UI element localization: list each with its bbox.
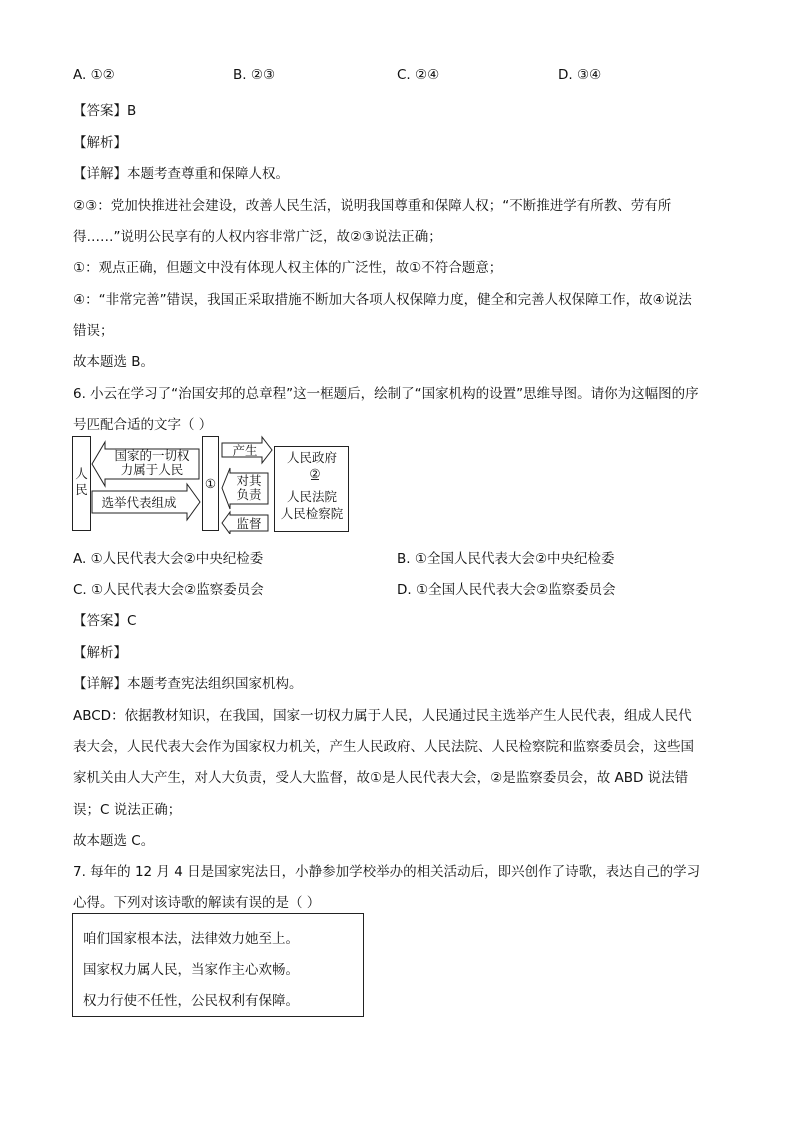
q5-conclusion: 故本题选 B。 — [73, 354, 155, 370]
circle1-label: ① — [204, 476, 217, 491]
option-d: D. ③④ — [558, 67, 602, 83]
people-label-char: 人 — [75, 466, 88, 481]
poem-box — [72, 913, 364, 1017]
gov-label: 人民政府 — [286, 450, 338, 465]
court-label: 人民法院 — [286, 489, 338, 504]
q5-paragraph: 错误； — [73, 323, 114, 339]
people-label-1 — [75, 466, 88, 497]
q5-paragraph: ②③：党加快推进社会建设，改善人民生活，说明我国尊重和保障人权；“不断推进学有所教、劳有所 — [73, 198, 672, 214]
q6-stem: 号匹配合适的文字（ ） — [73, 417, 213, 433]
option-b: B. ①全国人民代表大会②中央纪检委 — [397, 551, 615, 567]
power-label-b: 力属于人民 — [120, 462, 184, 477]
q6-paragraph: ABCD：依据教材知识，在我国，国家一切权力属于人民，人民通过民主选举产生人民代表，组成人民代 — [73, 708, 692, 724]
elect-label: 选举代表组成 — [101, 495, 177, 510]
power-label-a: 国家的一切权 — [114, 448, 190, 463]
state-organs-mind-map — [72, 434, 362, 534]
supervise-label: 监督 — [236, 516, 262, 531]
q6-analysis-heading: 【解析】 — [73, 645, 127, 661]
q7-stem: 心得。下列对该诗歌的解读有误的是（ ） — [73, 895, 321, 911]
option-a: A. ①人民代表大会②中央纪检委 — [73, 551, 264, 567]
poem-line: 权力行使不任性，公民权利有保障。 — [83, 993, 299, 1009]
q5-paragraph: ④：“非常完善”错误，我国正采取措施不断加大各项人权保障力度，健全和完善人权保障工作，故④说法 — [73, 292, 692, 308]
people-label-char: 民 — [75, 482, 88, 497]
q5-answer: 【答案】B — [73, 103, 137, 119]
option-d: D. ①全国人民代表大会②监察委员会 — [397, 582, 616, 598]
option-c: C. ①人民代表大会②监察委员会 — [73, 582, 264, 598]
responsible-label-a: 对其 — [236, 473, 262, 488]
produce-label: 产生 — [232, 443, 258, 458]
q6-detail: 【详解】本题考查宪法组织国家机构。 — [73, 676, 303, 692]
q7-stem: 7. 每年的 12 月 4 日是国家宪法日，小静参加学校举办的相关活动后，即兴创作了诗歌，表达自己的学习 — [73, 864, 701, 880]
q6-paragraph: 表大会，人民代表大会作为国家权力机关，产生人民政府、人民法院、人民检察院和监察委员会，这些国 — [73, 739, 694, 755]
q5-analysis-heading: 【解析】 — [73, 135, 127, 151]
q6-conclusion: 故本题选 C。 — [73, 833, 155, 849]
q6-answer: 【答案】C — [73, 613, 137, 629]
procuratorate-label: 人民检察院 — [280, 506, 344, 521]
circle2-label: ② — [309, 466, 321, 481]
q6-paragraph: 误；C 说法正确； — [73, 802, 182, 818]
option-c: C. ②④ — [397, 67, 440, 83]
option-b: B. ②③ — [233, 67, 276, 83]
q6-stem: 6. 小云在学习了“治国安邦的总章程”这一框题后，绘制了“国家机构的设置”思维导图。请你为这幅图的序 — [73, 386, 699, 402]
poem-line: 咱们国家根本法，法律效力她至上。 — [83, 931, 299, 947]
q6-paragraph: 家机关由人大产生，对人大负责，受人大监督，故①是人民代表大会，②是监察委员会，故 ABD 说法错 — [73, 770, 689, 786]
poem-line: 国家权力属人民，当家作主心欢畅。 — [83, 962, 299, 978]
q5-detail: 【详解】本题考查尊重和保障人权。 — [73, 166, 289, 182]
q5-paragraph: 得……”说明公民享有的人权内容非常广泛，故②③说法正确； — [73, 229, 442, 245]
q5-paragraph: ①：观点正确，但题文中没有体现人权主体的广泛性，故①不符合题意； — [73, 260, 503, 276]
responsible-label-b: 负责 — [236, 487, 262, 502]
option-a: A. ①② — [73, 67, 115, 83]
